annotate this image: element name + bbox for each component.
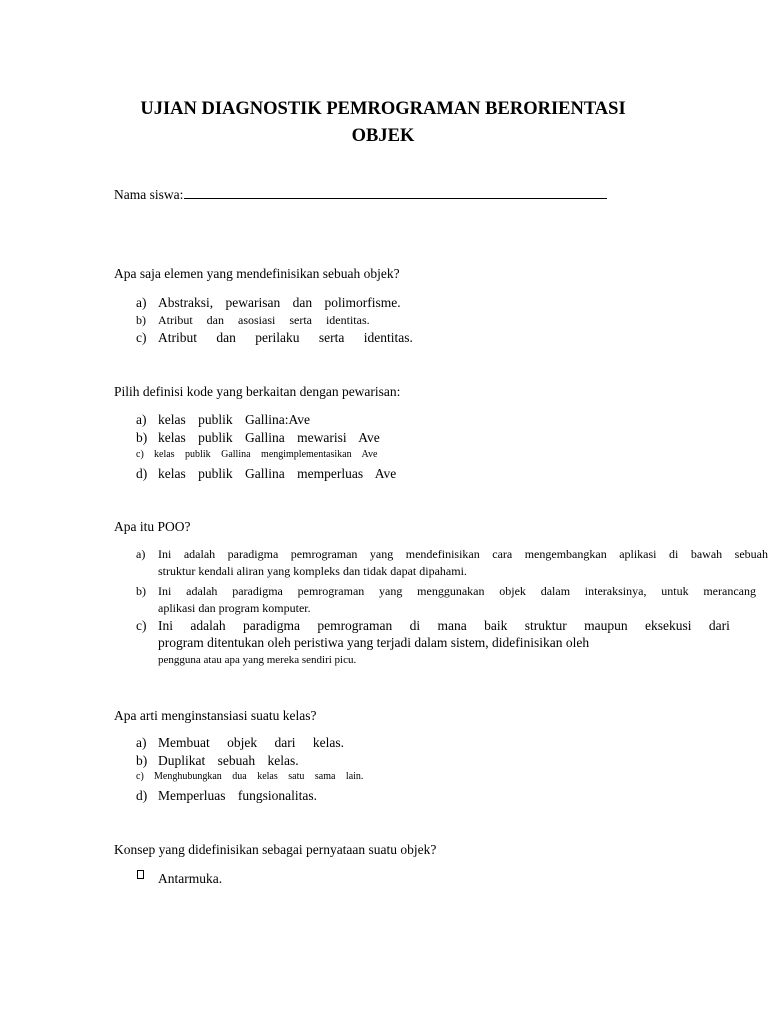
question-2: Pilih definisi kode yang berkaitan dengan pewarisan: bbox=[114, 384, 401, 399]
question-2-option-d: d) kelas publik Gallina memperluas Ave bbox=[136, 466, 397, 481]
question-2-option-a: a) kelas publik Gallina:Ave bbox=[136, 412, 310, 427]
question-3-option-c-line-3: pengguna atau apa yang mereka sendiri picu. bbox=[158, 654, 357, 666]
question-5-option-a: Antarmuka. bbox=[158, 871, 223, 886]
title-line-1: UJIAN DIAGNOSTIK PEMROGRAMAN BERORIENTASI bbox=[140, 99, 626, 119]
title-line-2: OBJEK bbox=[351, 126, 415, 146]
question-2-option-c: c) kelas publik Gallina mengimplementasikan Ave bbox=[136, 449, 378, 460]
question-5: Konsep yang didefinisikan sebagai pernyataan suatu objek? bbox=[114, 842, 437, 857]
question-3-option-b: b) Ini adalah paradigma pemrograman yang menggunakan objek dalam interaksinya, untuk merancang aplikasi dan program komputer. bbox=[136, 584, 756, 615]
question-1-option-c: c) Atribut dan perilaku serta identitas. bbox=[136, 330, 413, 345]
question-3: Apa itu POO? bbox=[114, 519, 191, 534]
student-name-field bbox=[114, 186, 607, 203]
question-1-option-b: b) Atribut dan asosiasi serta identitas. bbox=[136, 313, 370, 327]
checkbox-bullet-icon[interactable] bbox=[137, 870, 144, 879]
question-4-option-a: a) Membuat objek dari kelas. bbox=[136, 735, 344, 750]
question-4-option-c: c) Menghubungkan dua kelas satu sama lain. bbox=[136, 771, 364, 782]
question-4-option-b: b) Duplikat sebuah kelas. bbox=[136, 753, 299, 768]
question-1-option-a: a) Abstraksi, pewarisan dan polimorfisme. bbox=[136, 295, 401, 310]
question-4-option-d: d) Memperluas fungsionalitas. bbox=[136, 788, 317, 803]
question-2-option-b: b) kelas publik Gallina mewarisi Ave bbox=[136, 430, 380, 445]
question-3-option-c: c) Ini adalah paradigma pemrograman di mana baik struktur maupun eksekusi dari bbox=[136, 618, 730, 633]
question-1: Apa saja elemen yang mendefinisikan sebuah objek? bbox=[114, 266, 400, 281]
question-3-option-c-line-2: program ditentukan oleh peristiwa yang terjadi dalam sistem, didefinisikan oleh bbox=[158, 635, 590, 650]
question-4: Apa arti menginstansiasi suatu kelas? bbox=[114, 708, 317, 723]
page-title bbox=[100, 96, 666, 150]
name-label: Nama siswa: bbox=[114, 187, 184, 202]
question-3-option-a: a) Ini adalah paradigma pemrograman yang mendefinisikan cara mengembangkan aplikasi di bawah sebuah struktur kendali aliran yang kompleks dan tidak dapat dipahami. bbox=[136, 547, 768, 578]
name-blank-line[interactable] bbox=[184, 186, 607, 199]
